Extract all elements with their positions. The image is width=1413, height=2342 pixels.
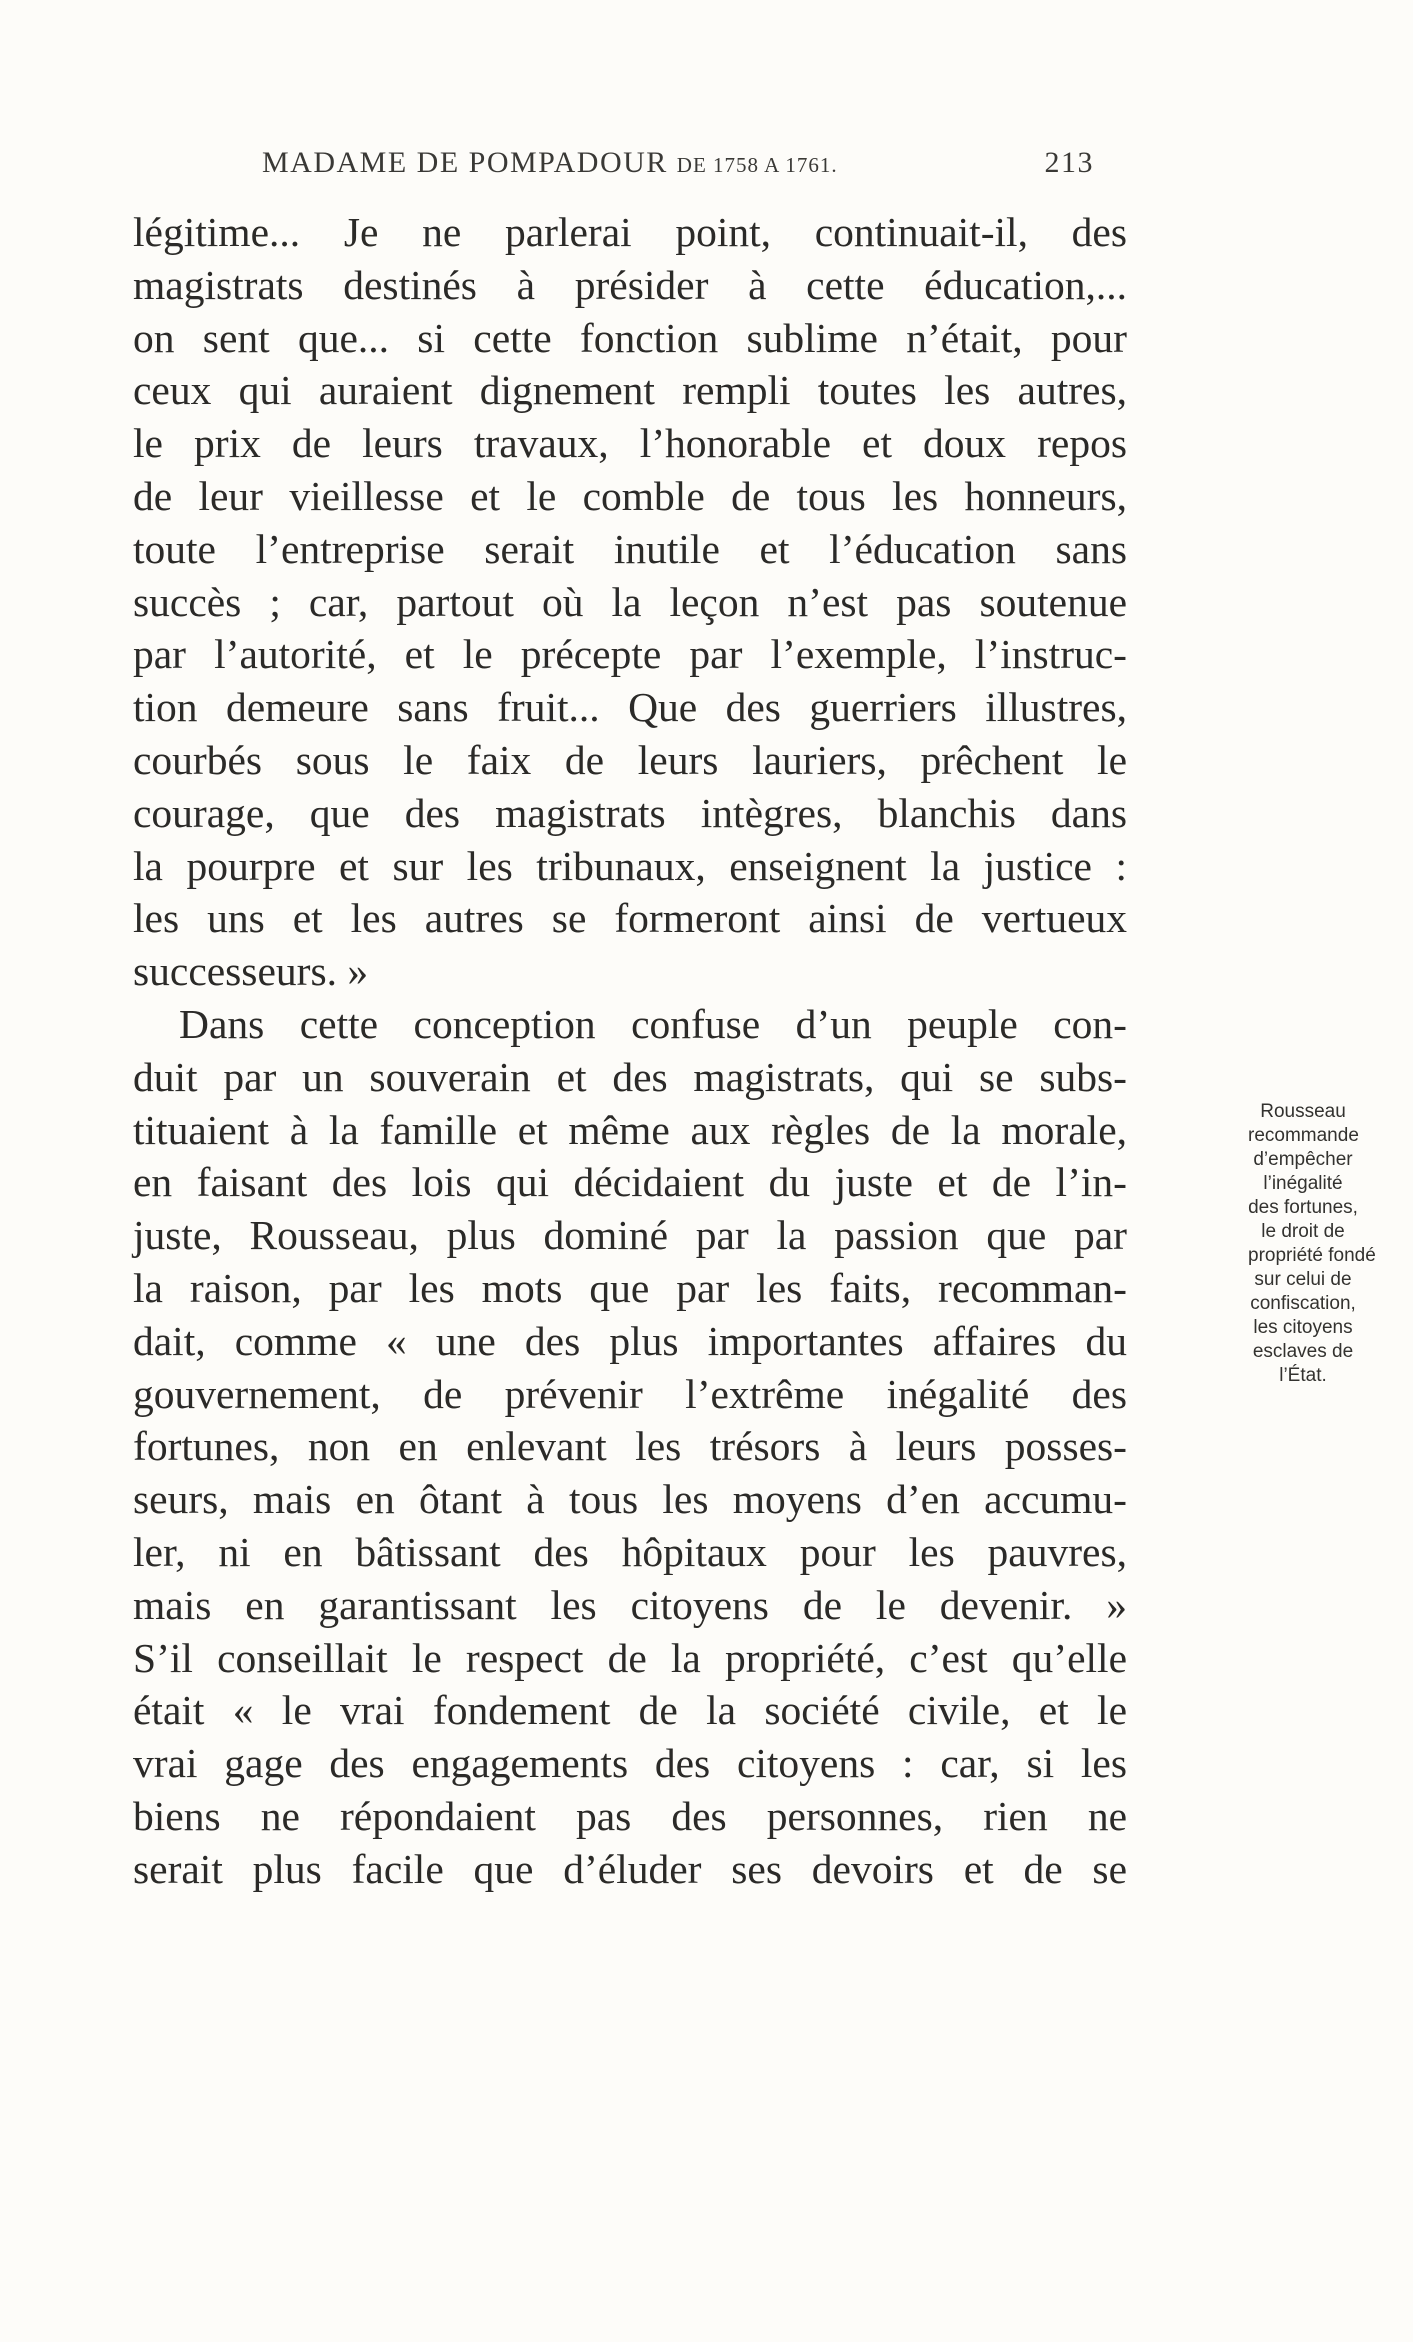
text-line: ceux qui auraient dignement rempli toutes les autres,	[133, 367, 1127, 414]
margin-note-line: confiscation,	[1250, 1293, 1356, 1314]
text-line: était « le vrai fondement de la société civile, et le	[133, 1687, 1127, 1734]
text-line: dait, comme « une des plus importantes affaires du	[133, 1317, 1127, 1364]
text-line: le prix de leurs travaux, l’honorable et doux repos	[133, 420, 1127, 467]
text-line: tion demeure sans fruit... Que des guerriers illustres,	[133, 684, 1127, 731]
text-line: en faisant des lois qui décidaient du juste et de l’in-	[133, 1159, 1127, 1206]
text-line: la raison, par les mots que par les faits, recomman-	[133, 1264, 1127, 1311]
running-title-main: MADAME DE POMPADOUR	[262, 146, 668, 179]
text-line: successeurs. »	[133, 948, 369, 995]
running-title-dates: DE 1758 A 1761.	[676, 153, 838, 177]
text-line: juste, Rousseau, plus dominé par la passion que par	[133, 1212, 1127, 1259]
text-line: toute l’entreprise serait inutile et l’éducation sans	[133, 525, 1127, 572]
text-line: vrai gage des engagements des citoyens : car, si les	[133, 1740, 1127, 1787]
margin-note-line: les citoyens	[1253, 1317, 1353, 1338]
margin-note-line: propriété fondé	[1248, 1245, 1376, 1266]
margin-note-line: Rousseau	[1260, 1101, 1346, 1122]
text-line: gouvernement, de prévenir l’extrême inégalité des	[133, 1370, 1127, 1417]
margin-note-line: esclaves de	[1252, 1341, 1354, 1362]
text-line: courage, que des magistrats intègres, blanchis dans	[133, 789, 1127, 836]
text-line: tituaient à la famille et même aux règles de la morale,	[133, 1106, 1127, 1153]
text-line: les uns et les autres se formeront ainsi de vertueux	[133, 895, 1127, 942]
margin-note-line: le droit de	[1261, 1221, 1345, 1242]
text-line: biens ne répondaient pas des personnes, rien ne	[133, 1792, 1127, 1839]
running-head	[262, 146, 1094, 188]
text-line: succès ; car, partout où la leçon n’est pas soutenue	[133, 578, 1127, 625]
text-line: on sent que... si cette fonction sublime n’était, pour	[133, 314, 1127, 361]
text-line: fortunes, non en enlevant les trésors à leurs posses-	[133, 1423, 1127, 1470]
text-line: magistrats destinés à présider à cette éducation,...	[133, 261, 1127, 308]
text-line: S’il conseillait le respect de la propriété, c’est qu’elle	[133, 1634, 1127, 1681]
text-line: serait plus facile que d’éluder ses devoirs et de se	[133, 1845, 1127, 1892]
page-number: 213	[1044, 146, 1094, 179]
margin-note-line: l’État.	[1279, 1365, 1327, 1386]
text-line: légitime... Je ne parlerai point, continuait-il, des	[133, 209, 1127, 255]
text-line: duit par un souverain et des magistrats, qui se subs-	[133, 1053, 1127, 1100]
margin-note-line: recommande	[1248, 1125, 1359, 1146]
text-line: mais en garantissant les citoyens de le devenir. »	[133, 1581, 1127, 1628]
text-line: par l’autorité, et le précepte par l’exemple, l’instruc-	[133, 631, 1127, 678]
text-line: de leur vieillesse et le comble de tous les honneurs,	[133, 472, 1127, 519]
text-line: la pourpre et sur les tribunaux, enseignent la justice :	[133, 842, 1127, 889]
margin-note-line: l’inégalité	[1263, 1173, 1343, 1194]
main-text	[133, 206, 1127, 1896]
running-title	[262, 146, 838, 180]
paragraph-start-line: Dans cette conception confuse d’un peuple con-	[179, 1000, 1127, 1047]
text-line: ler, ni en bâtissant des hôpitaux pour les pauvres,	[133, 1528, 1127, 1575]
margin-note-line: sur celui de	[1254, 1269, 1352, 1290]
margin-note-line: des fortunes,	[1248, 1197, 1358, 1218]
margin-note-line: d’empêcher	[1253, 1149, 1353, 1170]
text-line: seurs, mais en ôtant à tous les moyens d’en accumu-	[133, 1476, 1127, 1523]
text-line: courbés sous le faix de leurs lauriers, prêchent le	[133, 736, 1127, 783]
margin-note	[1248, 1100, 1376, 1388]
